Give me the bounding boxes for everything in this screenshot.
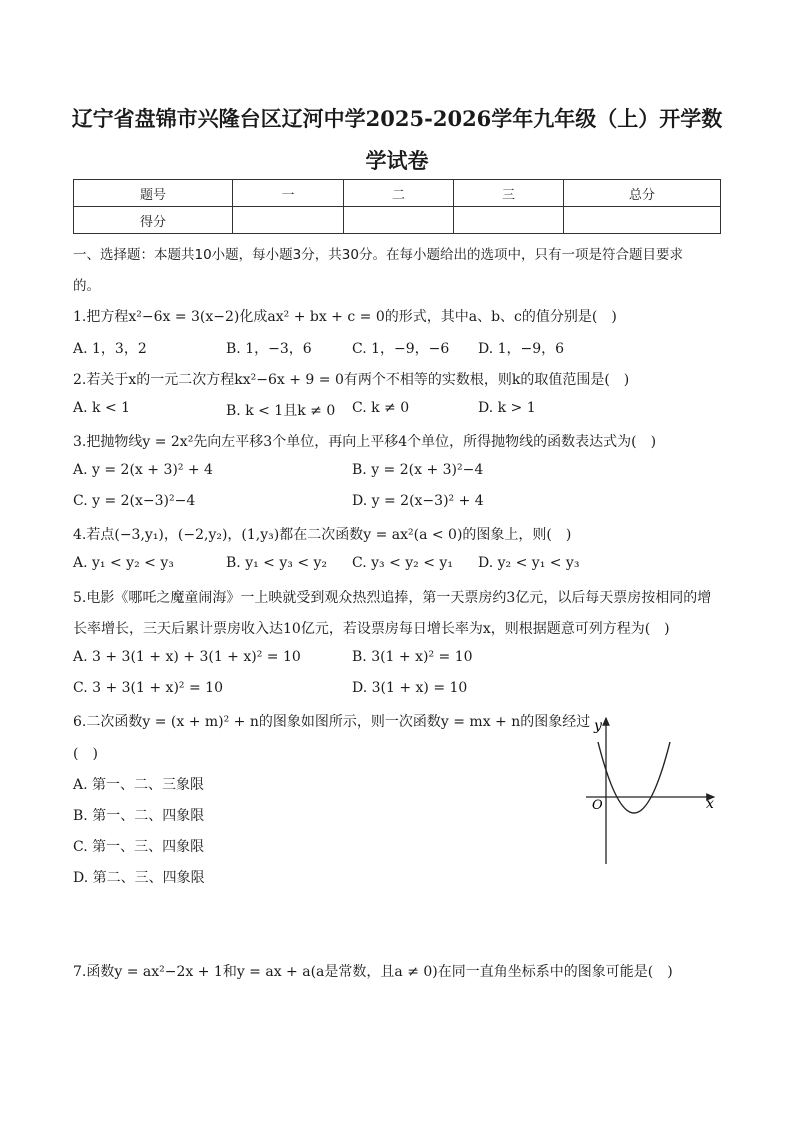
question-4-stem: 4.若点(−3,y₁)，(−2,y₂)，(1,y₃)都在二次函数y = ax²(a < 0)的图象上，则( ) — [73, 527, 572, 543]
question-4-option-c[interactable]: C. y₃ < y₂ < y₁ — [352, 555, 453, 571]
question-2-option-d[interactable]: D. k > 1 — [478, 400, 536, 416]
question-4-option-b[interactable]: B. y₁ < y₃ < y₂ — [226, 555, 328, 571]
question-5-option-a[interactable]: A. 3 + 3(1 + x) + 3(1 + x)² = 10 — [73, 649, 301, 665]
question-1-stem: 1.把方程x²−6x = 3(x−2)化成ax² + bx + c = 0的形式，其中a、b、c的值分别是( ) — [73, 309, 617, 325]
question-2-option-b[interactable]: B. k < 1且k ≠ 0 — [226, 403, 336, 419]
question-3-option-d[interactable]: D. y = 2(x−3)² + 4 — [352, 493, 484, 509]
question-6-option-d[interactable]: D. 第二、三、四象限 — [73, 870, 205, 886]
origin-label: O — [592, 798, 603, 813]
score-input-cell[interactable] — [344, 207, 454, 234]
score-header-cell: 一 — [233, 180, 344, 207]
page-title-line2: 学试卷 — [365, 148, 429, 173]
parabola-curve — [598, 742, 670, 813]
score-header-cell: 总分 — [564, 180, 721, 207]
score-input-cell[interactable] — [564, 207, 721, 234]
x-axis-label: x — [706, 796, 714, 812]
score-header-cell: 三 — [454, 180, 564, 207]
score-header-cell: 题号 — [74, 180, 233, 207]
question-6-stem-line1: 6.二次函数y = (x + m)² + n的图象如图所示，则一次函数y = mx + n的图象经过 — [73, 714, 591, 730]
y-axis-label: y — [594, 718, 602, 734]
question-2-option-a[interactable]: A. k < 1 — [73, 400, 131, 416]
question-2-option-c[interactable]: C. k ≠ 0 — [352, 400, 410, 416]
question-3-stem: 3.把抛物线y = 2x²先向左平移3个单位，再向上平移4个单位，所得抛物线的函数表达式为( ) — [73, 434, 657, 450]
score-row-label: 得分 — [74, 207, 233, 234]
question-5-stem-line2: 长率增长，三天后累计票房收入达10亿元，若设票房每日增长率为x，则根据题意可列方程为( ) — [73, 621, 670, 637]
score-table-row — [74, 207, 721, 234]
question-6-option-a[interactable]: A. 第一、二、三象限 — [73, 777, 205, 793]
question-1-option-b[interactable]: B. 1，−3，6 — [226, 341, 312, 357]
question-3-option-c[interactable]: C. y = 2(x−3)²−4 — [73, 493, 196, 509]
question-3-option-b[interactable]: B. y = 2(x + 3)²−4 — [352, 462, 484, 478]
question-5-option-b[interactable]: B. 3(1 + x)² = 10 — [352, 649, 473, 665]
question-6-option-c[interactable]: C. 第一、三、四象限 — [73, 839, 205, 855]
score-table-header-row — [74, 180, 721, 207]
section1-instruction-line2: 的。 — [73, 278, 100, 294]
question-1-option-a[interactable]: A. 1，3，2 — [73, 341, 147, 357]
question-4-option-d[interactable]: D. y₂ < y₁ < y₃ — [478, 555, 580, 571]
question-3-option-a[interactable]: A. y = 2(x + 3)² + 4 — [73, 462, 213, 478]
question-6-parabola-graph — [580, 712, 725, 872]
question-5-option-c[interactable]: C. 3 + 3(1 + x)² = 10 — [73, 680, 223, 696]
question-2-stem: 2.若关于x的一元二次方程kx²−6x + 9 = 0有两个不相等的实数根，则k的取值范围是( ) — [73, 372, 630, 388]
question-6-stem-line2: ( ) — [73, 746, 98, 762]
score-table — [73, 179, 721, 234]
section1-instruction-line1: 一、选择题：本题共10小题，每小题3分，共30分。在每小题给出的选项中，只有一项是符合题目要求 — [73, 247, 683, 263]
question-1-option-d[interactable]: D. 1，−9，6 — [478, 341, 565, 357]
score-input-cell[interactable] — [454, 207, 564, 234]
question-5-stem-line1: 5.电影《哪吒之魔童闹海》一上映就受到观众热烈追捧，第一天票房约3亿元，以后每天票房按相同的增 — [73, 590, 712, 606]
question-7-stem: 7.函数y = ax²−2x + 1和y = ax + a(a是常数，且a ≠ 0)在同一直角坐标系中的图象可能是( ) — [73, 964, 673, 980]
question-4-option-a[interactable]: A. y₁ < y₂ < y₃ — [73, 555, 174, 571]
question-6-option-b[interactable]: B. 第一、二、四象限 — [73, 808, 205, 824]
question-5-option-d[interactable]: D. 3(1 + x) = 10 — [352, 680, 468, 696]
score-input-cell[interactable] — [233, 207, 344, 234]
page-title-line1: 辽宁省盘锦市兴隆台区辽河中学2025-2026学年九年级（上）开学数 — [71, 106, 723, 131]
question-1-option-c[interactable]: C. 1，−9，−6 — [352, 341, 450, 357]
score-header-cell: 二 — [344, 180, 454, 207]
